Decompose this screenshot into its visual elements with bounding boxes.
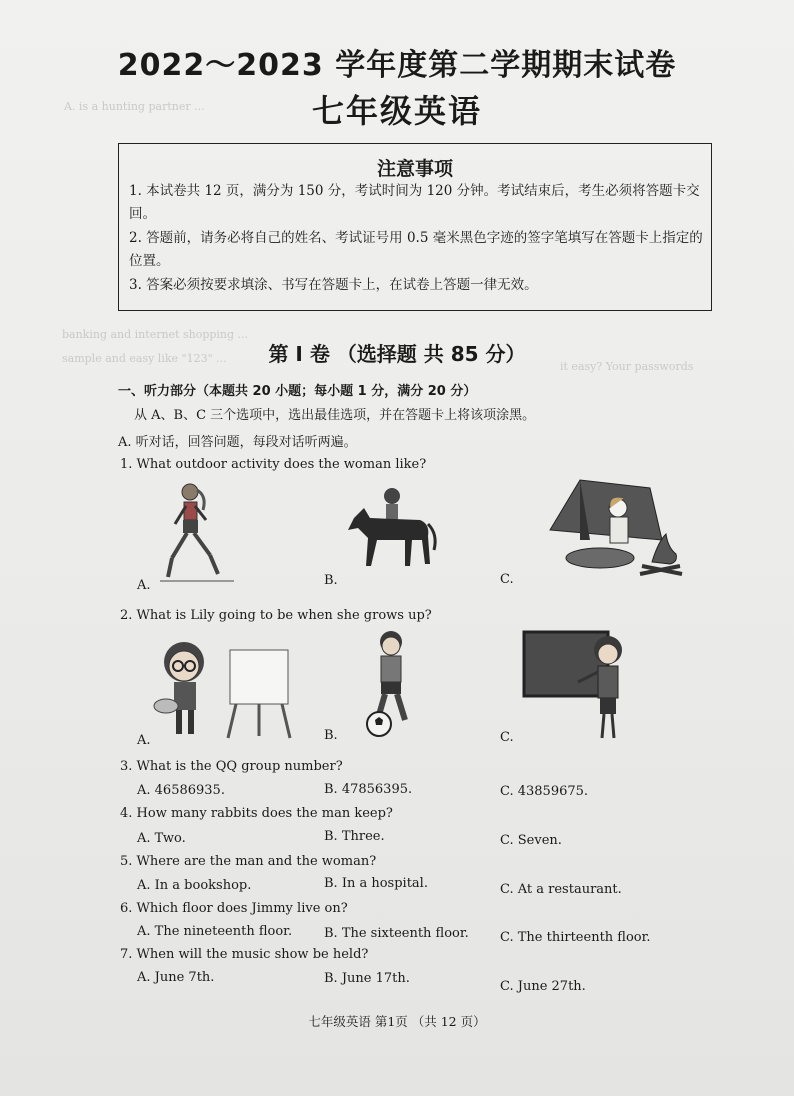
exam-title: 2022～2023 学年度第二学期期末试卷 xyxy=(117,48,677,83)
q4-option-a: A. Two. xyxy=(137,831,186,846)
q6-option-b: B. The sixteenth floor. xyxy=(324,926,469,941)
teacher-woman-picture xyxy=(522,628,642,743)
q2-option-a: A. xyxy=(137,733,151,748)
q4-option-c: C. Seven. xyxy=(500,833,562,848)
question-6: 6. Which floor does Jimmy live on? xyxy=(120,901,348,916)
instruction-text: 从 A、B、C 三个选项中，选出最佳选项，并在答题卡上将该项涂黑。 xyxy=(134,408,536,423)
horse-rider-picture xyxy=(342,484,442,584)
q1-option-a: A. xyxy=(137,578,151,593)
q6-option-a: A. The nineteenth floor. xyxy=(137,924,293,939)
soccer-girl-picture xyxy=(355,628,425,740)
notice-title: 注意事项 xyxy=(376,158,453,180)
part-heading: 一、听力部分（本题共 20 小题；每小题 1 分，满分 20 分） xyxy=(118,384,477,399)
q2-option-b: B. xyxy=(324,728,338,743)
question-1: 1. What outdoor activity does the woman like? xyxy=(120,457,427,472)
notice-item: 2. 答题前，请务必将自己的姓名、考试证号用 0.5 毫米黑色字迹的签字笔填写在答题卡上指定的位置。 xyxy=(129,230,703,269)
notice-item: 1. 本试卷共 12 页，满分为 150 分，考试时间为 120 分钟。考试结束后，考生必须将答题卡交回。 xyxy=(129,183,700,222)
question-5: 5. Where are the man and the woman? xyxy=(120,854,377,869)
q6-option-c: C. The thirteenth floor. xyxy=(500,930,651,945)
q5-option-b: B. In a hospital. xyxy=(324,876,428,891)
running-woman-picture xyxy=(150,480,240,585)
question-4: 4. How many rabbits does the man keep? xyxy=(120,806,393,821)
exam-subtitle: 七年级英语 xyxy=(311,92,482,130)
q7-option-b: B. June 17th. xyxy=(324,971,410,986)
camping-girl-picture xyxy=(520,470,690,582)
q4-option-b: B. Three. xyxy=(324,829,385,844)
question-2: 2. What is Lily going to be when she grows up? xyxy=(120,608,432,623)
bleed-through-text: it easy? Your passwords xyxy=(560,360,694,373)
q3-option-b: B. 47856395. xyxy=(324,782,413,797)
bleed-through-text: banking and internet shopping ... xyxy=(62,328,249,341)
painter-girl-picture xyxy=(152,636,302,741)
q1-option-b: B. xyxy=(324,573,338,588)
section-title: 第 Ⅰ 卷 （选择题 共 85 分） xyxy=(268,342,526,366)
q7-option-c: C. June 27th. xyxy=(500,979,586,994)
notice-item: 3. 答案必须按要求填涂、书写在答题卡上，在试卷上答题一律无效。 xyxy=(129,277,538,293)
bleed-through-text: A. is a hunting partner ... xyxy=(64,100,205,113)
question-3: 3. What is the QQ group number? xyxy=(120,759,343,774)
q5-option-a: A. In a bookshop. xyxy=(137,878,252,893)
q7-option-a: A. June 7th. xyxy=(137,970,215,985)
q1-option-c: C. xyxy=(500,572,514,587)
subsection-a-heading: A. 听对话，回答问题，每段对话听两遍。 xyxy=(118,435,357,450)
q3-option-c: C. 43859675. xyxy=(500,784,589,799)
q3-option-a: A. 46586935. xyxy=(137,783,225,798)
q2-option-c: C. xyxy=(500,730,514,745)
bleed-through-text: sample and easy like "123" ... xyxy=(62,352,227,365)
q5-option-c: C. At a restaurant. xyxy=(500,882,622,897)
notice-box xyxy=(118,143,712,311)
question-7: 7. When will the music show be held? xyxy=(120,947,369,962)
page-footer: 七年级英语 第1页 （共 12 页） xyxy=(308,1014,486,1029)
